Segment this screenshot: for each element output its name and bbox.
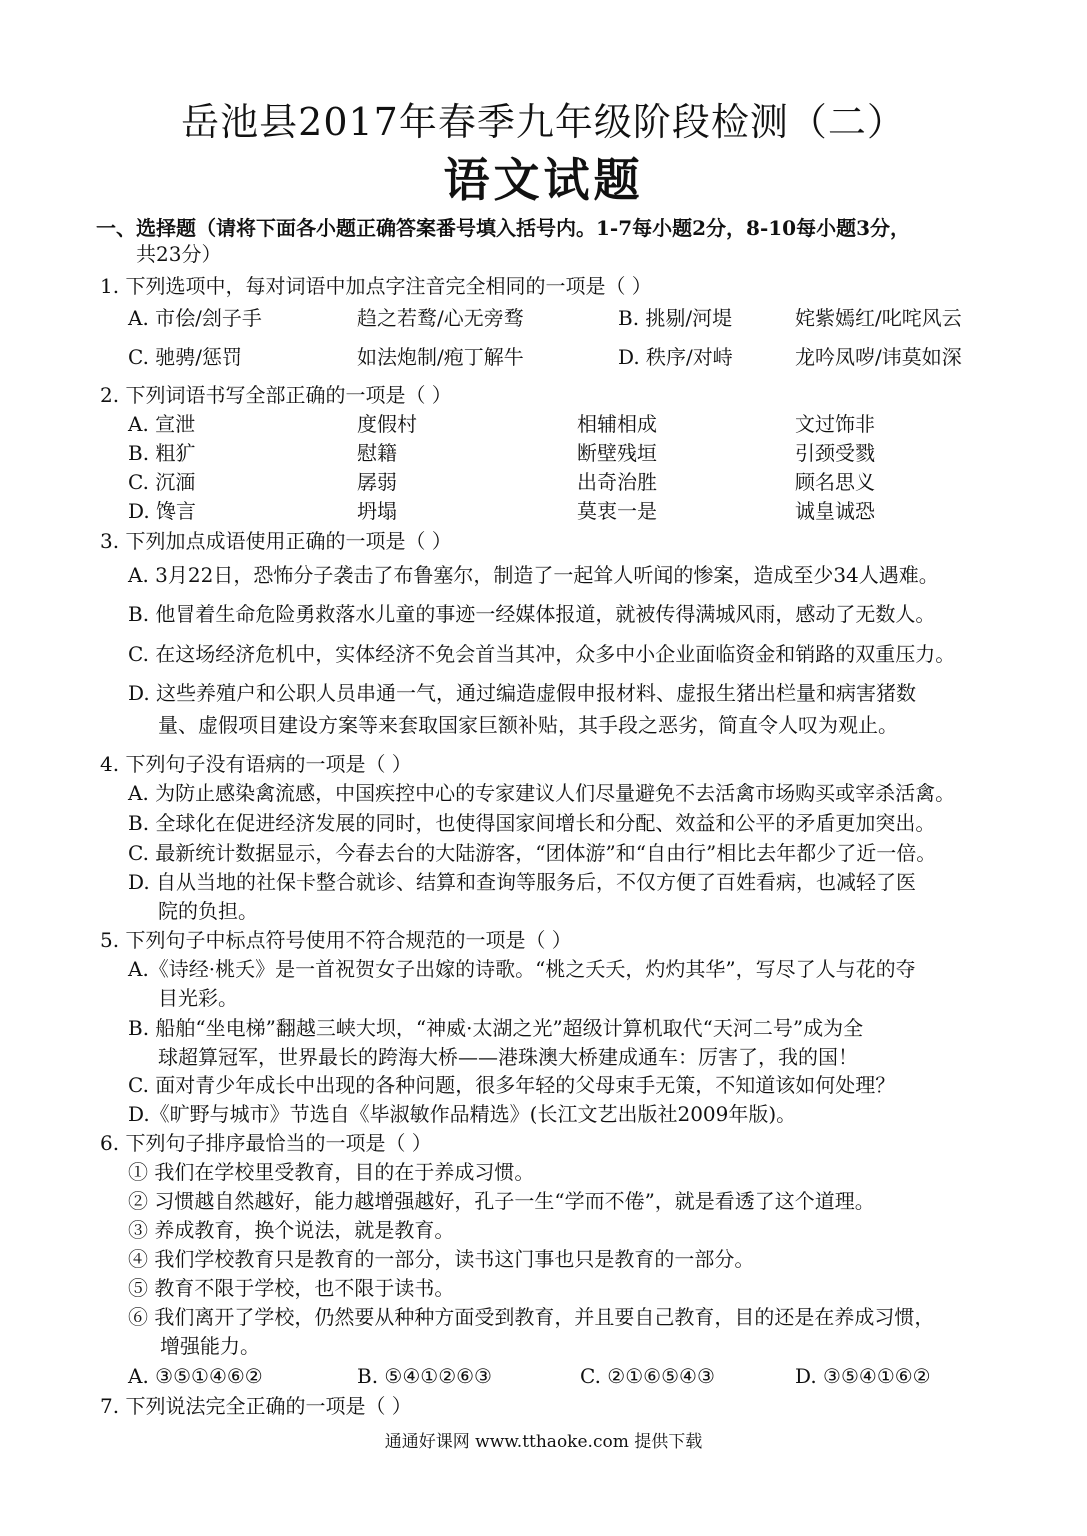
q1-option-a-pair2: 趋之若鹜/心无旁骛 — [357, 306, 524, 330]
q2-a-word3: 相辅相成 — [577, 412, 657, 436]
q6-sentence-6-cont: 增强能力。 — [160, 1334, 260, 1358]
q1-option-a: A. 市侩/刽子手 — [128, 306, 262, 330]
q2-d-word3: 莫衷一是 — [577, 499, 657, 523]
q1-option-d-pair2: 龙吟凤哕/讳莫如深 — [795, 345, 962, 369]
question-6-stem: 6. 下列句子排序最恰当的一项是（ ） — [100, 1131, 432, 1155]
q2-d-word2: 坍塌 — [357, 499, 397, 523]
q6-option-d: D. ③⑤④①⑥② — [795, 1364, 931, 1388]
q2-c-word3: 出奇治胜 — [577, 470, 657, 494]
q6-sentence-4: ④ 我们学校教育只是教育的一部分，读书这门事也只是教育的一部分。 — [128, 1247, 755, 1271]
q2-c-word1: C. 沉湎 — [128, 470, 196, 494]
question-3-stem: 3. 下列加点成语使用正确的一项是（ ） — [100, 529, 452, 553]
page-footer: 通通好课网 www.tthaoke.com 提供下载 — [384, 1432, 703, 1452]
q1-option-c: C. 驰骋/惩罚 — [128, 345, 243, 369]
exam-subtitle: 语文试题 — [443, 153, 644, 207]
q6-sentence-1: ① 我们在学校里受教育，目的在于养成习惯。 — [128, 1160, 535, 1184]
q2-b-word2: 慰籍 — [357, 441, 397, 465]
q6-sentence-2: ② 习惯越自然越好，能力越增强越好，孔子一生“学而不倦”，就是看透了这个道理。 — [128, 1189, 875, 1213]
q3-option-d-cont: 量、虚假项目建设方案等来套取国家巨额补贴，其手段之恶劣，简直令人叹为观止。 — [158, 713, 898, 737]
q3-option-d: D. 这些养殖户和公职人员串通一气，通过编造虚假申报材料、虚报生猪出栏量和病害猪数 — [128, 681, 917, 705]
q3-option-a: A. 3月22日，恐怖分子袭击了布鲁塞尔，制造了一起耸人听闻的惨案，造成至少34人遇难。 — [128, 563, 939, 587]
q6-sentence-5: ⑤ 教育不限于学校，也不限于读书。 — [128, 1276, 455, 1300]
q4-option-b: B. 全球化在促进经济发展的同时，也使得国家间增长和分配、效益和公平的矛盾更加突出。 — [128, 811, 936, 835]
question-1-stem: 1. 下列选项中，每对词语中加点字注音完全相同的一项是（ ） — [100, 274, 652, 298]
q6-sentence-3: ③ 养成教育，换个说法，就是教育。 — [128, 1218, 455, 1242]
question-7-stem: 7. 下列说法完全正确的一项是（ ） — [100, 1394, 412, 1418]
q6-option-c: C. ②①⑥⑤④③ — [580, 1364, 715, 1388]
q1-option-b: B. 挑剔/河堤 — [618, 306, 733, 330]
q5-option-b: B. 船舶“坐电梯”翻越三峡大坝，“神威·太湖之光”超级计算机取代“天河二号”成为全 — [128, 1016, 864, 1040]
q1-option-d: D. 秩序/对峙 — [618, 345, 733, 369]
section-heading: 一、选择题（请将下面各小题正确答案番号填入括号内。1-7每小题2分，8-10每小题3分， — [96, 216, 911, 240]
section-heading-cont: 共23分） — [136, 242, 222, 266]
q6-sentence-6: ⑥ 我们离开了学校，仍然要从种种方面受到教育，并且要自己教育，目的还是在养成习惯， — [128, 1305, 935, 1329]
question-4-stem: 4. 下列句子没有语病的一项是（ ） — [100, 752, 412, 776]
q6-option-b: B. ⑤④①②⑥③ — [357, 1364, 492, 1388]
q2-b-word4: 引颈受戮 — [795, 441, 875, 465]
question-2-stem: 2. 下列词语书写全部正确的一项是（ ） — [100, 383, 452, 407]
q5-option-b-cont: 球超算冠军，世界最长的跨海大桥——港珠澳大桥建成通车：厉害了，我的国！ — [158, 1045, 858, 1069]
q1-option-b-pair2: 姹紫嫣红/叱咤风云 — [795, 306, 962, 330]
q6-option-a: A. ③⑤①④⑥② — [128, 1364, 263, 1388]
q2-c-word4: 顾名思义 — [795, 470, 875, 494]
q4-option-d: D. 自从当地的社保卡整合就诊、结算和查询等服务后，不仅方便了百姓看病，也减轻了医 — [128, 870, 917, 894]
q1-option-c-pair2: 如法炮制/疱丁解牛 — [357, 345, 524, 369]
q2-a-word4: 文过饰非 — [795, 412, 875, 436]
q4-option-a: A. 为防止感染禽流感，中国疾控中心的专家建议人们尽量避免不去活禽市场购买或宰杀活禽。 — [128, 781, 956, 805]
q5-option-a-cont: 目光彩。 — [158, 986, 238, 1010]
q3-option-b: B. 他冒着生命危险勇救落水儿童的事迹一经媒体报道，就被传得满城风雨，感动了无数人。 — [128, 602, 936, 626]
q4-option-d-cont: 院的负担。 — [158, 899, 258, 923]
q5-option-d: D.《旷野与城市》节选自《毕淑敏作品精选》(长江文艺出版社2009年版)。 — [128, 1102, 797, 1126]
q5-option-c: C. 面对青少年成长中出现的各种问题，很多年轻的父母束手无策，不知道该如何处理？ — [128, 1073, 896, 1097]
q2-b-word3: 断壁残垣 — [577, 441, 657, 465]
question-5-stem: 5. 下列句子中标点符号使用不符合规范的一项是（ ） — [100, 928, 572, 952]
q3-option-c: C. 在这场经济危机中，实体经济不免会首当其冲，众多中小企业面临资金和销路的双重压力。 — [128, 642, 956, 666]
q4-option-c: C. 最新统计数据显示，今春去台的大陆游客，“团体游”和“自由行”相比去年都少了近一倍。 — [128, 841, 937, 865]
q2-a-word1: A. 宣泄 — [128, 412, 196, 436]
q2-d-word1: D. 馋言 — [128, 499, 197, 523]
q2-a-word2: 度假村 — [357, 412, 417, 436]
q2-c-word2: 孱弱 — [357, 470, 397, 494]
q5-option-a: A.《诗经·桃夭》是一首祝贺女子出嫁的诗歌。“桃之夭夭，灼灼其华”，写尽了人与花的夺 — [128, 957, 916, 981]
q2-d-word4: 诚皇诚恐 — [795, 499, 875, 523]
q2-b-word1: B. 粗犷 — [128, 441, 196, 465]
exam-title: 岳池县2017年春季九年级阶段检测（二） — [181, 100, 906, 144]
